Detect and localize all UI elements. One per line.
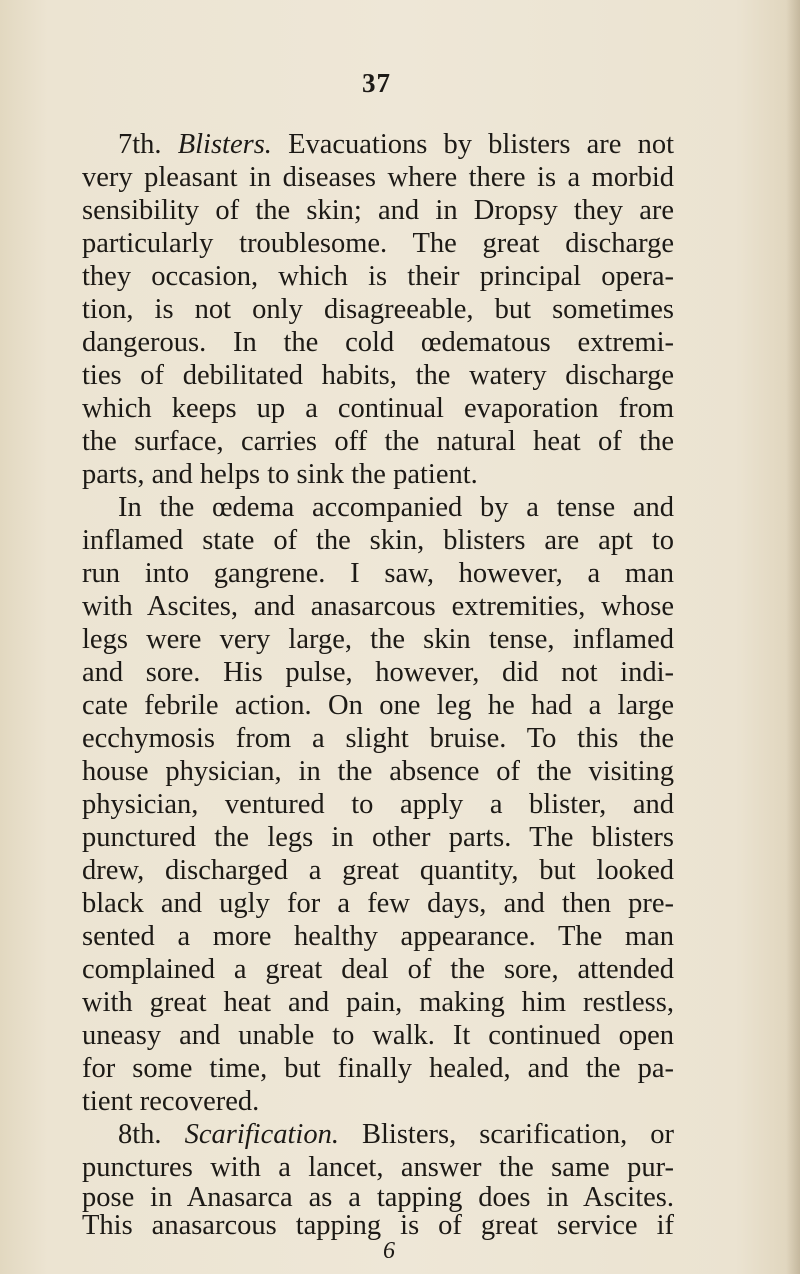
section-number: 7th. <box>118 130 178 160</box>
section-number: 8th. <box>118 1120 185 1150</box>
section-heading: Scarification. <box>184 1120 339 1150</box>
text-line: dangerous. In the cold œdematous extremi- <box>82 328 674 358</box>
page-number: 37 <box>362 68 391 98</box>
line-text: Evacuations by blisters are not <box>271 130 674 160</box>
text-line: and sore. His pulse, however, did not indi- <box>82 658 674 688</box>
text-line: complained a great deal of the sore, attended <box>82 955 674 985</box>
text-line: ties of debilitated habits, the watery discharge <box>82 361 674 391</box>
text-line: parts, and helps to sink the patient. <box>82 460 478 490</box>
text-line: which keeps up a continual evaporation from <box>82 394 674 424</box>
text-line: inflamed state of the skin, blisters are apt to <box>82 526 674 556</box>
text-line: drew, discharged a great quantity, but looked <box>82 856 674 886</box>
text-line: sented a more healthy appearance. The man <box>82 922 674 952</box>
page-edge-shadow <box>786 0 800 1274</box>
text-line: particularly troublesome. The great discharge <box>82 229 674 259</box>
text-line: run into gangrene. I saw, however, a man <box>82 559 674 589</box>
text-line <box>118 1120 674 1150</box>
line-text: Blisters, scarification, or <box>338 1120 674 1150</box>
text-line: with Ascites, and anasarcous extremities, whose <box>82 592 674 622</box>
text-line: physician, ventured to apply a blister, and <box>82 790 674 820</box>
text-line: sensibility of the skin; and in Dropsy they are <box>82 196 674 226</box>
text-line: tient recovered. <box>82 1087 260 1117</box>
text-line: ecchymosis from a slight bruise. To this the <box>82 724 674 754</box>
text-line: with great heat and pain, making him restless, <box>82 988 674 1018</box>
section-heading: Blisters. <box>177 130 272 160</box>
text-line: the surface, carries off the natural heat of the <box>82 427 674 457</box>
text-line: legs were very large, the skin tense, inflamed <box>82 625 674 655</box>
text-line <box>118 130 674 160</box>
text-line: In the œdema accompanied by a tense and <box>118 493 674 523</box>
text-line: black and ugly for a few days, and then pre- <box>82 889 674 919</box>
text-line: punctured the legs in other parts. The blisters <box>82 823 674 853</box>
text-line: they occasion, which is their principal opera- <box>82 262 674 292</box>
text-line: cate febrile action. On one leg he had a large <box>82 691 674 721</box>
text-line: very pleasant in diseases where there is a morbid <box>82 163 674 193</box>
signature-mark: 6 <box>383 1238 395 1264</box>
text-line: house physician, in the absence of the visiting <box>82 757 674 787</box>
text-line: punctures with a lancet, answer the same pur- <box>82 1153 674 1183</box>
text-line: for some time, but finally healed, and the pa- <box>82 1054 674 1084</box>
text-line: uneasy and unable to walk. It continued open <box>82 1021 674 1051</box>
text-line: This anasarcous tapping is of great service if <box>82 1211 674 1241</box>
text-line: pose in Anasarca as a tapping does in Ascites. <box>82 1183 674 1213</box>
text-line: tion, is not only disagreeable, but sometimes <box>82 295 674 325</box>
